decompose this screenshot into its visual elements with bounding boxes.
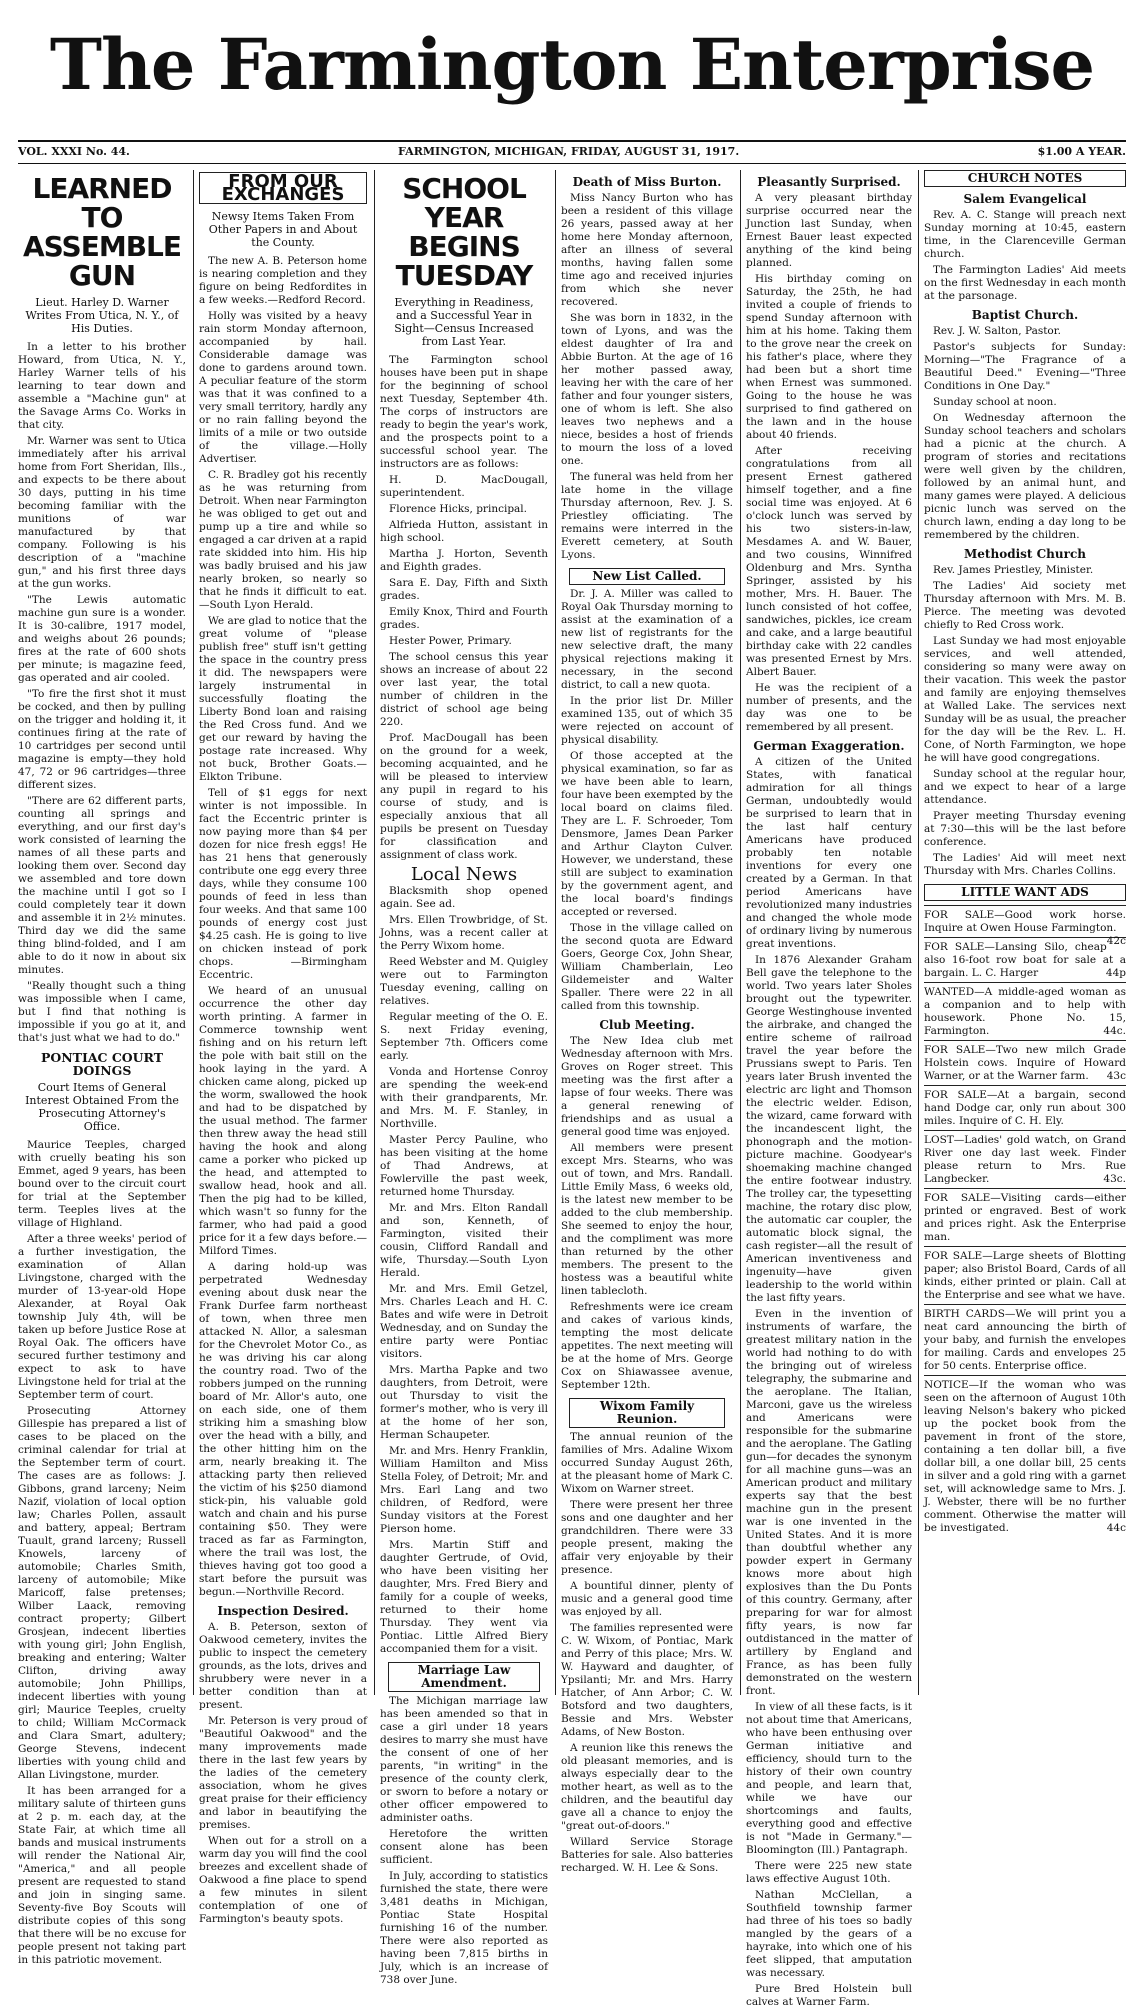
methodist-headline: Methodist Church	[964, 547, 1086, 561]
article-paragraph: Those in the village called on the second quota are Edward Goers, George Cox, John Shear, William Chamberlain, Leo Gildemeister and Walter Spaller. There were 22 in all called from this township.	[561, 922, 733, 1012]
article-paragraph: The funeral was held from her late home in the village Thursday afternoon, Rev. J. S. Priestley officiating. The remains were interred in the Everett cemetery, at South Lyons.	[561, 471, 733, 561]
article-paragraph: We heard of an unusual occurrence the other day worth printing. A farmer in Commerce township went fishing and on his return left the pole with bait still on the hook laying in the yard. A chicken came along, picked up the worm, swallowed the hook and had to be dispatched by the usual method. The farmer then threw away the head still having the hook and along came a porker who picked up the head, and attempted to swallow head, hook and all. Then the pig had to be killed, which wasn't so funny for the farmer, who had paid a good price for it a few days before.—Milford Times.	[199, 985, 367, 1257]
ad-text: BIRTH CARDS—We will print you a neat card announcing the birth of your baby, and furnish the envelopes for mailing. Cards and envelopes 25 for 50 cents. Enterprise office.	[924, 1308, 1126, 1372]
salem-headline: Salem Evangelical	[963, 192, 1087, 206]
ad-code: 43c	[1106, 1070, 1126, 1082]
surprised-headline: Pleasantly Surprised.	[757, 175, 901, 189]
column-5	[746, 170, 912, 2008]
ad-text: FOR SALE—Lansing Silo, cheap also 16-foot row boat for sale at a bargain. L. C. Harger	[924, 941, 1126, 979]
article-paragraph: A very pleasant birthday surprise occurred near the Junction last Sunday, when Ernest Bauer least expected anything of the kind being planned.	[746, 192, 912, 269]
article-paragraph: A. B. Peterson, sexton of Oakwood cemetery, invites the public to inspect the cemetery grounds, as the lots, drives and shrubbery were never in a better condition than at present.	[199, 1621, 367, 1711]
article-paragraph: There were present her three sons and one daughter and her grandchildren. There were 33 people present, making the affair very enjoyable by their presence.	[561, 1499, 733, 1576]
article-paragraph: Florence Hicks, principal.	[389, 503, 527, 515]
column-6	[924, 170, 1126, 1695]
article-paragraph: The Ladies' Aid will meet next Thursday with Mrs. Charles Collins.	[924, 852, 1126, 877]
article-paragraph: Holly was visited by a heavy rain storm Monday afternoon, accompanied by hail. Considerable damage was done to gardens around town. A peculiar feature of the storm was that it was confined to a very small territory, hardly any or no rain falling beyond the limits of a mile or two outside of the village.—Holly Advertiser.	[199, 310, 367, 465]
article-paragraph: He was the recipient of a number of presents, and the day was one to be remembered by all present.	[746, 682, 912, 733]
club-meeting-headline: Club Meeting.	[599, 1018, 695, 1032]
article-paragraph: Pure Bred Holstein bull calves at Warner Farm.	[746, 1983, 912, 2008]
news-item: Mr. and Mrs. Elton Randall and son, Kenneth, of Farmington, visited their cousin, Clifford Randall and wife, Thursday.—South Lyon Herald.	[380, 1202, 548, 1279]
local-news-headline: Local News	[410, 864, 518, 885]
article-paragraph: Sunday school at the regular hour, and we expect to hear of a large attendance.	[924, 768, 1126, 806]
article-paragraph: Prof. MacDougall has been on the ground for a week, becoming acquainted, and he will be pleased to interview any pupil in regard to his course of study, and is especially anxious that all pupils be present on Tuesday for classification and assignment of class work.	[380, 732, 548, 861]
ad-text: LOST—Ladies' gold watch, on Grand River one day last week. Finder please return to Mrs. Rue Langbecker.	[924, 1134, 1126, 1185]
article-paragraph: Alfrieda Hutton, assistant in high school.	[380, 519, 548, 544]
article-paragraph: Rev. James Priestley, Minister.	[933, 564, 1094, 576]
article-paragraph: The school census this year shows an increase of about 22 over last year, the total number of children in the district of school age being 220.	[380, 651, 548, 728]
want-ad	[924, 1130, 1126, 1188]
article-paragraph: The Farmington Ladies' Aid meets on the first Wednesday in each month at the parsonage.	[924, 264, 1126, 302]
article-paragraph: Sara E. Day, Fifth and Sixth grades.	[380, 577, 548, 602]
column-divider	[918, 170, 919, 1695]
exchanges-headline: FROM OUR EXCHANGES	[199, 172, 367, 204]
burton-headline: Death of Miss Burton.	[572, 175, 722, 189]
article-paragraph: It has been arranged for a military salute of thirteen guns at 2 p. m. each day, at the State Fair, at which time all bands and musical instruments will render the National Air, "America," and all people present are requested to stand and join in singing same. Seventy-five Boy Scouts will distribute copies of this song that there will be no excuse for people present not taking part in this patriotic movement.	[18, 1785, 186, 1966]
article-paragraph: Even in the invention of instruments of warfare, the greatest military nation in the world had nothing to do with the bringing out of wireless telegraphy, the submarine and the aeroplane. The Italian, Marconi, gave us the wireless and Americans were responsible for the submarine and the aeroplane. The Gatling gun—for decades the synonym for all machine guns—was an American product and military experts say that the best machine gun in the present war is one invented in the United States. And it is more than doubtful whether any powder expert in Germany knows more about high explosives than the Du Ponts of this country. Germany, after preparing for war for almost fifty years, is now far outdistanced in the matter of artillery by England and France, as has been fully demonstrated on the western front.	[746, 1308, 912, 1697]
article-paragraph: In July, according to statistics furnished the state, there were 3,481 deaths in Michigan, Pontiac State Hospital furnishing 16 of the number. There were also reported as having been 7,815 births in July, which is an increase of 738 over June.	[380, 1870, 548, 1986]
column-1	[18, 170, 186, 1966]
ad-code: 44p	[1105, 967, 1126, 979]
column-2	[199, 170, 367, 1925]
article-paragraph: Sunday school at noon.	[933, 396, 1057, 408]
masthead-title: The Farmington Enterprise	[49, 23, 1095, 106]
baptist-headline: Baptist Church.	[971, 308, 1079, 322]
want-ad	[924, 937, 1126, 982]
ad-code: 42c	[1106, 935, 1126, 947]
article-paragraph: The new A. B. Peterson home is nearing completion and they figure on being Redfordites in a few weeks.—Redford Record.	[199, 255, 367, 306]
volume-number: VOL. XXXI No. 44.	[18, 145, 130, 158]
want-ad	[924, 1304, 1126, 1375]
want-ad	[924, 1040, 1126, 1085]
article-paragraph: His birthday coming on Saturday, the 25th, he had invited a couple of friends to spend Sunday afternoon with him at his home. Taking them to the grove near the creek on his father's place, where they had been but a short time when Ernest was summoned. Going to the house he was surprised to find gathered on the lawn and in the house about 40 friends.	[746, 273, 912, 441]
article-paragraph: "Really thought such a thing was impossible when I came, but I find that nothing is impossible if you go at it, and that's just what we had to do."	[18, 980, 186, 1044]
news-item: Mrs. Ellen Trowbridge, of St. Johns, was a recent caller at the Perry Wixom home.	[380, 914, 548, 952]
column-divider	[555, 170, 556, 1695]
article-paragraph: We are glad to notice that the great volume of "please publish free" stuff isn't getting the space in the country press it did. The newspapers were largely instrumental in successfully floating the Liberty Bond loan and raising the Red Cross fund. And we get our reward by having the postage rate increased. Why not buck, Brother Goats.—Elkton Tribune.	[199, 615, 367, 783]
article-paragraph: "To fire the first shot it must be cocked, and then by pulling on the trigger and holding it, it continues firing at the rate of 10 cartridges per second until magazine is empty—they hold 47, 72 or 96 cartridges—three different sizes.	[18, 688, 186, 791]
article-paragraph: A reunion like this renews the old pleasant memories, and is always especially dear to the mother heart, as well as to the children, and the beautiful day gave all a chance to enjoy the "great out-of-doors."	[561, 1742, 733, 1832]
article-paragraph: The families represented were C. W. Wixom, of Pontiac, Mark and Perry of this place; Mrs. W. W. Hayward and daughter, of Ypsilanti; Mr. and Mrs. Harry Hatcher, of Ann Arbor; C. W. Botsford and two daughters, Bessie and Mrs. Webster Adams, of New Boston.	[561, 1622, 733, 1738]
article-paragraph: Willard Service Storage Batteries for sale. Also batteries recharged. W. H. Lee & Sons.	[561, 1836, 734, 1874]
news-item: Mr. and Mrs. Emil Getzel, Mrs. Charles Leach and H. C. Bates and wife were in Detroit Wednesday, and on Sunday the entire party were Pontiac visitors.	[380, 1283, 548, 1360]
article-paragraph: Rev. A. C. Stange will preach next Sunday morning at 10:45, eastern time, in the Clarenceville German church.	[924, 209, 1126, 260]
article-paragraph: A citizen of the United States, with fanatical admiration for all things German, undoubtedly would be surprised to learn that in the last half century Americans have produced probably ten notable inventions for every one created by a German. In that period Americans have revolutionized many industries and changed the whole mode of ordinary living by numerous great inventions.	[746, 756, 912, 950]
article-paragraph: Nathan McClellan, a Southfield township farmer had three of his toes so badly mangled by the gears of a hayrake, into which one of his feet slipped, that amputation was necessary.	[746, 1889, 912, 1979]
article-paragraph: In the prior list Dr. Miller examined 135, out of which 35 were rejected on account of physical disability.	[561, 695, 733, 746]
article-paragraph: The Michigan marriage law has been amended so that in case a girl under 18 years desires to marry she must have the consent of one of her parents, "in writing" in the presence of the county clerk, or sworn to before a notary or other officer empowered to administer oaths.	[380, 1695, 548, 1824]
article-paragraph: After a three weeks' period of a further investigation, the examination of Allan Livingstone, charged with the murder of 13-year-old Hope Alexander, at Royal Oak township July 4th, will be taken up before Justice Rose at Royal Oak. The officers have secured further testimony and expect to ask to have Livingstone held for trial at the September term of court.	[18, 1233, 186, 1401]
column-3	[380, 170, 548, 1986]
article-paragraph: Tell of $1 eggs for next winter is not impossible. In fact the Eccentric printer is now paying more than $4 per dozen for nice fresh eggs! He has 21 hens that generously contribute one egg every three days, while they consume 100 pounds of feed in less than four weeks. And that same 100 pounds of energy cost just $4.25 cash. He is going to live on chicken instead of pork chops. —Birmingham Eccentric.	[199, 787, 367, 981]
want-ads-header: LITTLE WANT ADS	[924, 884, 1126, 901]
article-paragraph: Martha J. Horton, Seventh and Eighth grades.	[380, 548, 548, 573]
article-paragraph: In view of all these facts, is it not about time that Americans, who have been enthusing over German initiative and efficiency, should turn to the history of their own country and people, and learn that, while we have our shortcomings and faults, everything good and effective is not "Made in Germany."—Bloomington (Ill.) Pantagraph.	[746, 1701, 912, 1856]
ad-text: FOR SALE—Good work horse. Inquire at Owen House Farmington.	[924, 909, 1126, 934]
ad-code: 44c.	[1103, 1025, 1126, 1037]
article-paragraph: Refreshments were ice cream and cakes of various kinds, tempting the most delicate appetites. The next meeting will be at the home of Mrs. George Cox on Shiawassee avenue, September 12th.	[561, 1301, 733, 1391]
article-paragraph: The Ladies' Aid society met Thursday afternoon with Mrs. M. B. Pierce. The meeting was devoted chiefly to Red Cross work.	[924, 580, 1126, 631]
article-paragraph: C. R. Bradley got his recently as he was returning from Detroit. When near Farmington he was obliged to get out and pump up a tire and while so engaged a car driven at a rapid rate skidded into him. His hip was badly bruised and his jaw nearly broken, so nearly so that he finds it difficult to eat.—South Lyon Herald.	[199, 469, 367, 611]
news-item: Regular meeting of the O. E. S. next Friday evening, September 7th. Officers come early.	[380, 1011, 548, 1062]
article-paragraph: In 1876 Alexander Graham Bell gave the telephone to the world. Two years later Sholes brought out the typewriter. George Westinghouse invented the airbrake, and changed the entire scheme of railroad travel the year before the Prussians swept to Paris. Ten years later Brush invented the electric arc light and Thomson the electric welder. Edison, the wizard, came forward with the incandescent light, the phonograph and the motion-picture machine. Goodyear's shoemaking machine changed the entire footwear industry. The trolley car, the typesetting machine, the rotary disc plow, the automatic car coupler, the automatic block signal, the cash register—all the result of American inventiveness and ingenuity—have given leadership to the world within the last fifty years.	[746, 954, 912, 1304]
want-ad	[924, 1188, 1126, 1246]
court-deck: Court Items of General Interest Obtained From the Prosecuting Attorney's Office.	[25, 1081, 179, 1133]
place-date: FARMINGTON, MICHIGAN, FRIDAY, AUGUST 31, 1917.	[398, 145, 740, 158]
article-paragraph: The Farmington school houses have been put in shape for the beginning of school next Tuesday, September 4th. The corps of instructors are ready to begin the year's work, and the prospects point to a successful school year. The instructors are as follows:	[380, 354, 548, 470]
article-paragraph: H. D. MacDougall, superintendent.	[380, 474, 548, 499]
article-paragraph: The annual reunion of the families of Mrs. Adaline Wixom occurred Sunday August 26th, at the pleasant home of Mark C. Wixom on Warner street.	[561, 1431, 733, 1495]
german-headline: German Exaggeration.	[753, 739, 905, 753]
article-paragraph: There were 225 new state laws effective August 10th.	[746, 1860, 912, 1885]
ad-text: FOR SALE—Two new milch Grade Holstein cows. Inquire of Howard Warner, or at the Warner farm.	[924, 1044, 1126, 1082]
news-item: Blacksmith shop opened again. See ad.	[380, 885, 548, 910]
want-ad	[924, 905, 1126, 947]
article-paragraph: Dr. J. A. Miller was called to Royal Oak Thursday morning to assist at the examination of a new list of registrants for the new selective draft, the many physical rejections making it necessary, in the second district, to call a new quota.	[561, 588, 733, 691]
subscription-price: $1.00 A YEAR.	[1037, 145, 1126, 158]
court-headline: PONTIAC COURT DOINGS	[40, 1050, 164, 1078]
gun-headline: LEARNED TO ASSEMBLE GUN	[22, 172, 182, 292]
article-paragraph: Mr. Peterson is very proud of "Beautiful Oakwood" and the many improvements made there in the last few years by the ladies of the cemetery association, whom he gives great praise for their efficiency and labor in beautifying the premises.	[199, 1715, 367, 1831]
article-paragraph: Emily Knox, Third and Fourth grades.	[380, 606, 548, 631]
article-paragraph: Mr. Warner was sent to Utica immediately after his arrival home from Fort Sheridan, Ills., and expects to be there about 30 days, putting in his time becoming familiar with the munitions of war manufactured by that company. Following is his description of a "machine gun," and his first three days at the gun works.	[18, 435, 186, 590]
want-ad	[924, 1085, 1126, 1130]
want-ad	[924, 1246, 1126, 1304]
news-item: Reed Webster and M. Quigley were out to Farmington Tuesday evening, calling on relatives.	[380, 956, 548, 1007]
ad-text: FOR SALE—Visiting cards—either printed or engraved. Best of work and prices right. Ask the Enterprise man.	[924, 1192, 1126, 1243]
church-notes-header: CHURCH NOTES	[924, 170, 1126, 187]
bottom-rule	[18, 163, 1126, 164]
article-paragraph: When out for a stroll on a warm day you will find the cool breezes and excellent shade of Oakwood a fine place to spend a few minutes in silent contemplation of one of Farmington's beauty spots.	[199, 1835, 367, 1925]
article-paragraph: In a letter to his brother Howard, from Utica, N. Y., Harley Warner tells of his learning to tear down and assemble a "Machine gun" at the Savage Arms Co. Works in that city.	[18, 341, 186, 431]
ad-text: FOR SALE—At a bargain, second hand Dodge car, only run about 300 miles. Inquire of C. H. Ely.	[924, 1089, 1126, 1127]
article-paragraph: Pastor's subjects for Sunday: Morning—"The Fragrance of a Beautiful Deed." Evening—"Three Conditions in One Day."	[924, 341, 1126, 392]
ad-text: WANTED—A middle-aged woman as a companion and to help with housework. Phone No. 15, Farmington.	[924, 986, 1126, 1037]
new-list-headline: New List Called.	[569, 568, 725, 585]
top-rule	[18, 140, 1126, 142]
article-paragraph: After receiving congratulations from all present Ernest gathered himself together, and a fine social time was enjoyed. At 6 o'clock lunch was served by his two sisters-in-law, Mesdames A. and W. Bauer, and two cousins, Winnifred Oldenburg and Mrs. Syntha Springer, assisted by his mother, Mrs. H. Bauer. The lunch consisted of hot coffee, sandwiches, pickles, ice cream and cake, and a large beautiful birthday cake with 22 candles was presented Ernest by Mrs. Albert Bauer.	[746, 445, 912, 678]
ad-code: 43c.	[1103, 1173, 1126, 1185]
news-item: Vonda and Hortense Conroy are spending the week-end with their grandparents, Mr. and Mrs. M. F. Stanley, in Northville.	[380, 1066, 548, 1130]
article-paragraph: Of those accepted at the physical examination, so far as we have been able to learn, four have been exempted by the local board on claims filed. They are L. F. Schroeder, Tom Densmore, James Dean Parker and Arthur Clayton Culver. However, we understand, these still are subject to examination by the government agent, and the local board's findings accepted or reversed.	[561, 750, 733, 918]
column-divider	[193, 170, 194, 1695]
wixom-reunion-headline: Wixom Family Reunion.	[569, 1398, 725, 1428]
news-item: Master Percy Pauline, who has been visiting at the home of Thad Andrews, at Fowlerville the past week, returned home Thursday.	[380, 1134, 548, 1198]
want-ad	[924, 982, 1126, 1040]
article-paragraph: Maurice Teeples, charged with cruelly beating his son Emmet, aged 9 years, has been bound over to the circuit court for trial at the September term. Teeples lives at the village of Highland.	[18, 1139, 186, 1229]
gun-deck: Lieut. Harley D. Warner Writes From Utica, N. Y., of His Duties.	[25, 296, 179, 335]
article-paragraph: A daring hold-up was perpetrated Wednesday evening about dusk near the Frank Durfee farm northeast of town, when three men attacked N. Allor, a salesman for the Chevrolet Motor Co., as he was driving his car along the country road. Two of the robbers jumped on the running board of Mr. Allor's auto, one on each side, one of them striking him a smashing blow over the head with a billy, and the other hitting him on the arm, nearly breaking it. The attacking party then relieved the victim of his $250 diamond stick-pin, his valuable gold watch and chain and his purse containing $50. They were traced as far as Farmington, where the trail was lost, the thieves having got too good a start before the pursuit was begun.—Northville Record.	[199, 1261, 367, 1598]
ad-code: 44c	[1106, 1522, 1126, 1534]
column-divider	[374, 170, 375, 1695]
article-paragraph: A bountiful dinner, plenty of music and a general good time was enjoyed by all.	[561, 1580, 733, 1618]
want-ad	[924, 1375, 1126, 1537]
article-paragraph: "There are 62 different parts, counting all springs and everything, and our first day's work consisted of learning the names of all these parts and looking them over. Second day we assembled and tore down the machine until I got so I could completely tear it down and assemble it in 2½ minutes. Third day we did the same thing blind-folded, and I am able to do it now in about six minutes.	[18, 795, 186, 976]
ad-text: FOR SALE—Large sheets of Blotting paper; also Bristol Board, Cards of all kinds, either printed or plain. Call at the Enterprise and see what we have.	[924, 1250, 1126, 1301]
news-item: Mr. and Mrs. Henry Franklin, William Hamilton and Miss Stella Foley, of Detroit; Mr. and Mrs. Earl Lang and two children, of Redford, were Sunday visitors at the Forest Pierson home.	[380, 1445, 548, 1535]
article-paragraph: Miss Nancy Burton who has been a resident of this village 26 years, passed away at her home here Monday afternoon, after an illness of several months, having fallen some time ago and received injuries from which she never recovered.	[561, 192, 733, 308]
news-item: Mrs. Martha Papke and two daughters, from Detroit, were out Thursday to visit the former's mother, who is very ill at the home of her son, Herman Schaupeter.	[380, 1364, 548, 1441]
marriage-law-headline: Marriage Law Amendment.	[388, 1662, 540, 1692]
article-paragraph: Last Sunday we had most enjoyable services, and well attended, considering so many were away on their vacation. This week the pastor and family are enjoying themselves at Walled Lake. The services next Sunday will be as usual, the preacher for the day will be the Rev. L. H. Cone, of North Farmington, we hope he will have good congregations.	[924, 635, 1126, 764]
school-headline: SCHOOL YEAR BEGINS TUESDAY	[395, 172, 533, 292]
article-paragraph: On Wednesday afternoon the Sunday school teachers and scholars had a picnic at the church. A program of stories and recitations were well given by the children, followed by an animal hunt, and many games were played. A delicious picnic lunch was served on the church lawn, ending a day long to be remembered by the children.	[924, 412, 1126, 541]
article-paragraph: Hester Power, Primary.	[389, 635, 512, 647]
article-paragraph: "The Lewis automatic machine gun sure is a wonder. It is 30-calibre, 1917 model, and weighs about 26 pounds; fires at the rate of 600 shots per minute; is magazine feed, gas operated and air cooled.	[18, 594, 186, 684]
article-paragraph: Prayer meeting Thursday evening at 7:30—this will be the last before conference.	[924, 810, 1126, 848]
article-paragraph: Heretofore the written consent alone has been sufficient.	[380, 1828, 548, 1866]
article-paragraph: She was born in 1832, in the town of Lyons, and was the eldest daughter of Ira and Abbie Burton. At the age of 16 her mother passed away, leaving her with the care of her father and four younger sisters, one of whom is left. She also leaves two nephews and a niece, besides a host of friends to mourn the loss of a loved one.	[561, 312, 733, 467]
ad-text: NOTICE—If the woman who was seen on the afternoon of August 10th leaving Nelson's bakery who picked up the pocket book from the pavement in front of the store, containing a ten dollar bill, a five dollar bill, a one dollar bill, 25 cents in silver and a gold ring with a garnet set, will acknowledge same to Mrs. J. J. Webster, there will be no further comment. Otherwise the matter will be investigated.	[924, 1379, 1126, 1534]
news-item: Mrs. Martin Stiff and daughter Gertrude, of Ovid, who have been visiting her daughter, Mrs. Fred Biery and family for a couple of weeks, returned to their home Thursday. They went via Pontiac. Little Alfred Biery accompanied them for a visit.	[380, 1539, 548, 1655]
inspection-headline: Inspection Desired.	[217, 1604, 349, 1618]
dateline	[18, 145, 1126, 161]
school-deck: Everything in Readiness, and a Successful Year in Sight—Census Increased from Last Year.	[394, 296, 534, 348]
article-paragraph: Prosecuting Attorney Gillespie has prepared a list of cases to be placed on the criminal calendar for trial at the September term of court. The cases are as follows: J. Gibbons, grand larceny; Neim Nazif, violation of local option law; Charles Pollen, assault and battery, appeal; Bertram Tuault, grand larceny; Russell Knowels, larceny of automobile; Charles Smith, larceny of automobile; Mike Maricoff, false pretenses; Wilber Laack, removing contract property; Gilbert Grosjean, indecent liberties with young girl; John English, breaking and entering; Walter Clifton, driving away automobile; John Phillips, indecent liberties with young girl; Maurice Teeples, cruelty to child; William McCormack and Clara Smart, adultery; George Stevens, indecent liberties with young child and Allan Livingstone, murder.	[18, 1405, 186, 1781]
exchanges-deck: Newsy Items Taken From Other Papers in and About the County.	[208, 210, 358, 249]
article-paragraph: All members were present except Mrs. Stearns, who was out of town, and Mrs. Randall. Little Emily Mass, 6 weeks old, is the latest new member to be added to the club membership. She seemed to enjoy the hour, and the compliment was more than returned by the other members. The present to the hostess was a beautiful white linen tablecloth.	[561, 1142, 733, 1297]
article-paragraph: Rev. J. W. Salton, Pastor.	[933, 325, 1061, 337]
article-paragraph: The New Idea club met Wednesday afternoon with Mrs. Groves on Roger street. This meeting was the first after a lapse of four weeks. There was a general renewing of friendships and as usual a general good time was enjoyed.	[561, 1035, 733, 1138]
column-4	[561, 170, 734, 1874]
column-divider	[740, 170, 741, 1695]
